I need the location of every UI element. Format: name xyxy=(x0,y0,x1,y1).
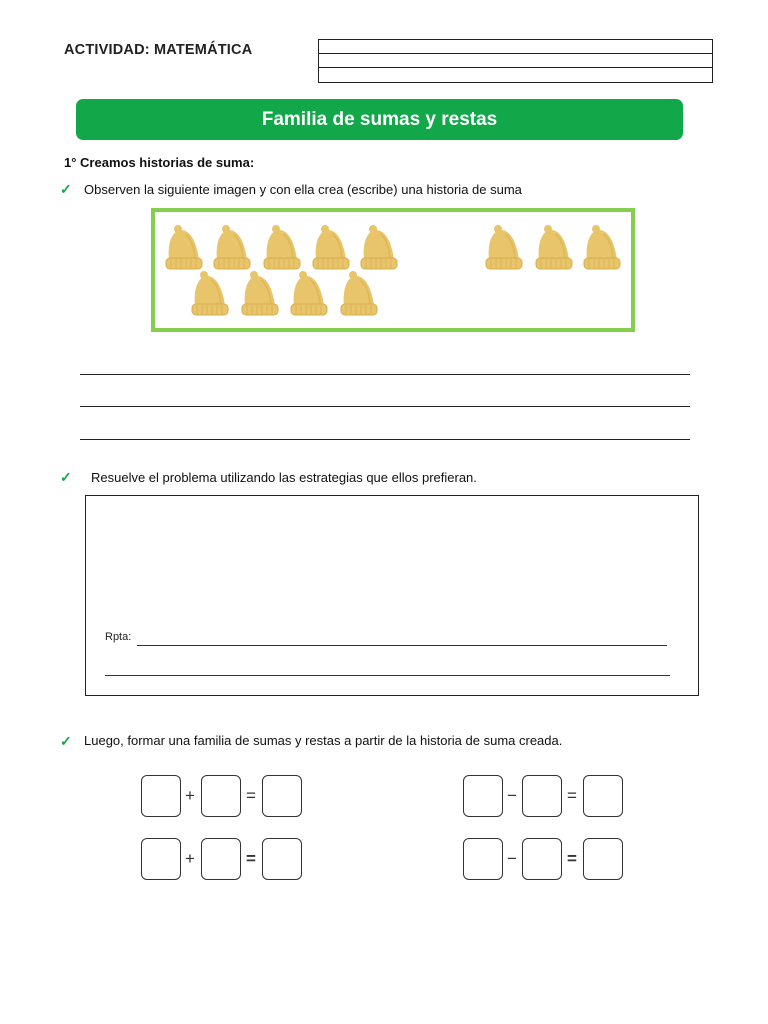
writing-line[interactable] xyxy=(80,439,690,440)
check-icon: ✓ xyxy=(60,469,72,485)
section-heading: 1° Creamos historias de suma: xyxy=(64,155,255,170)
hats-image-frame xyxy=(151,208,635,332)
answer-line[interactable] xyxy=(105,675,670,676)
wool-hat-icon xyxy=(533,224,573,272)
answer-box[interactable] xyxy=(141,838,181,880)
instruction-solve: Resuelve el problema utilizando las estrategias que ellos prefieran. xyxy=(91,470,477,485)
answer-box[interactable] xyxy=(201,838,241,880)
instruction-family: Luego, formar una familia de sumas y restas a partir de la historia de suma creada. xyxy=(84,733,563,748)
answer-box[interactable] xyxy=(463,775,503,817)
wool-hat-icon xyxy=(163,224,203,272)
answer-box[interactable] xyxy=(522,775,562,817)
title-banner xyxy=(76,99,683,140)
check-icon: ✓ xyxy=(60,733,72,749)
minus-sign: − xyxy=(507,786,517,805)
wool-hat-icon xyxy=(189,270,229,318)
answer-line[interactable] xyxy=(137,645,667,646)
wool-hat-icon xyxy=(288,270,328,318)
wool-hat-icon xyxy=(338,270,378,318)
wool-hat-icon xyxy=(261,224,301,272)
plus-sign: + xyxy=(185,786,195,805)
equals-sign: = xyxy=(567,849,577,868)
answer-box[interactable] xyxy=(141,775,181,817)
plus-sign: + xyxy=(185,849,195,868)
header-info-table xyxy=(318,39,713,83)
answer-box[interactable] xyxy=(463,838,503,880)
answer-box[interactable] xyxy=(583,775,623,817)
answer-box[interactable] xyxy=(201,775,241,817)
activity-title: ACTIVIDAD: MATEMÁTICA xyxy=(64,42,253,58)
answer-box[interactable] xyxy=(262,838,302,880)
equals-sign: = xyxy=(246,849,256,868)
header-table-row xyxy=(319,40,712,54)
banner-title: Familia de sumas y restas xyxy=(261,108,498,130)
header-table-row xyxy=(319,68,712,82)
writing-line[interactable] xyxy=(80,406,690,407)
header-table-row xyxy=(319,54,712,68)
instruction-observe: Observen la siguiente imagen y con ella crea (escribe) una historia de suma xyxy=(84,182,522,197)
equals-sign: = xyxy=(246,786,256,805)
wool-hat-icon xyxy=(483,224,523,272)
minus-sign: − xyxy=(507,849,517,868)
work-area-box[interactable] xyxy=(85,495,699,696)
wool-hat-icon xyxy=(581,224,621,272)
wool-hat-icon xyxy=(211,224,251,272)
wool-hat-icon xyxy=(239,270,279,318)
rpta-label: Rpta: xyxy=(105,631,132,643)
answer-box[interactable] xyxy=(583,838,623,880)
wool-hat-icon xyxy=(310,224,350,272)
check-icon: ✓ xyxy=(60,181,72,197)
answer-box[interactable] xyxy=(522,838,562,880)
wool-hat-icon xyxy=(358,224,398,272)
writing-line[interactable] xyxy=(80,374,690,375)
answer-box[interactable] xyxy=(262,775,302,817)
equals-sign: = xyxy=(567,786,577,805)
